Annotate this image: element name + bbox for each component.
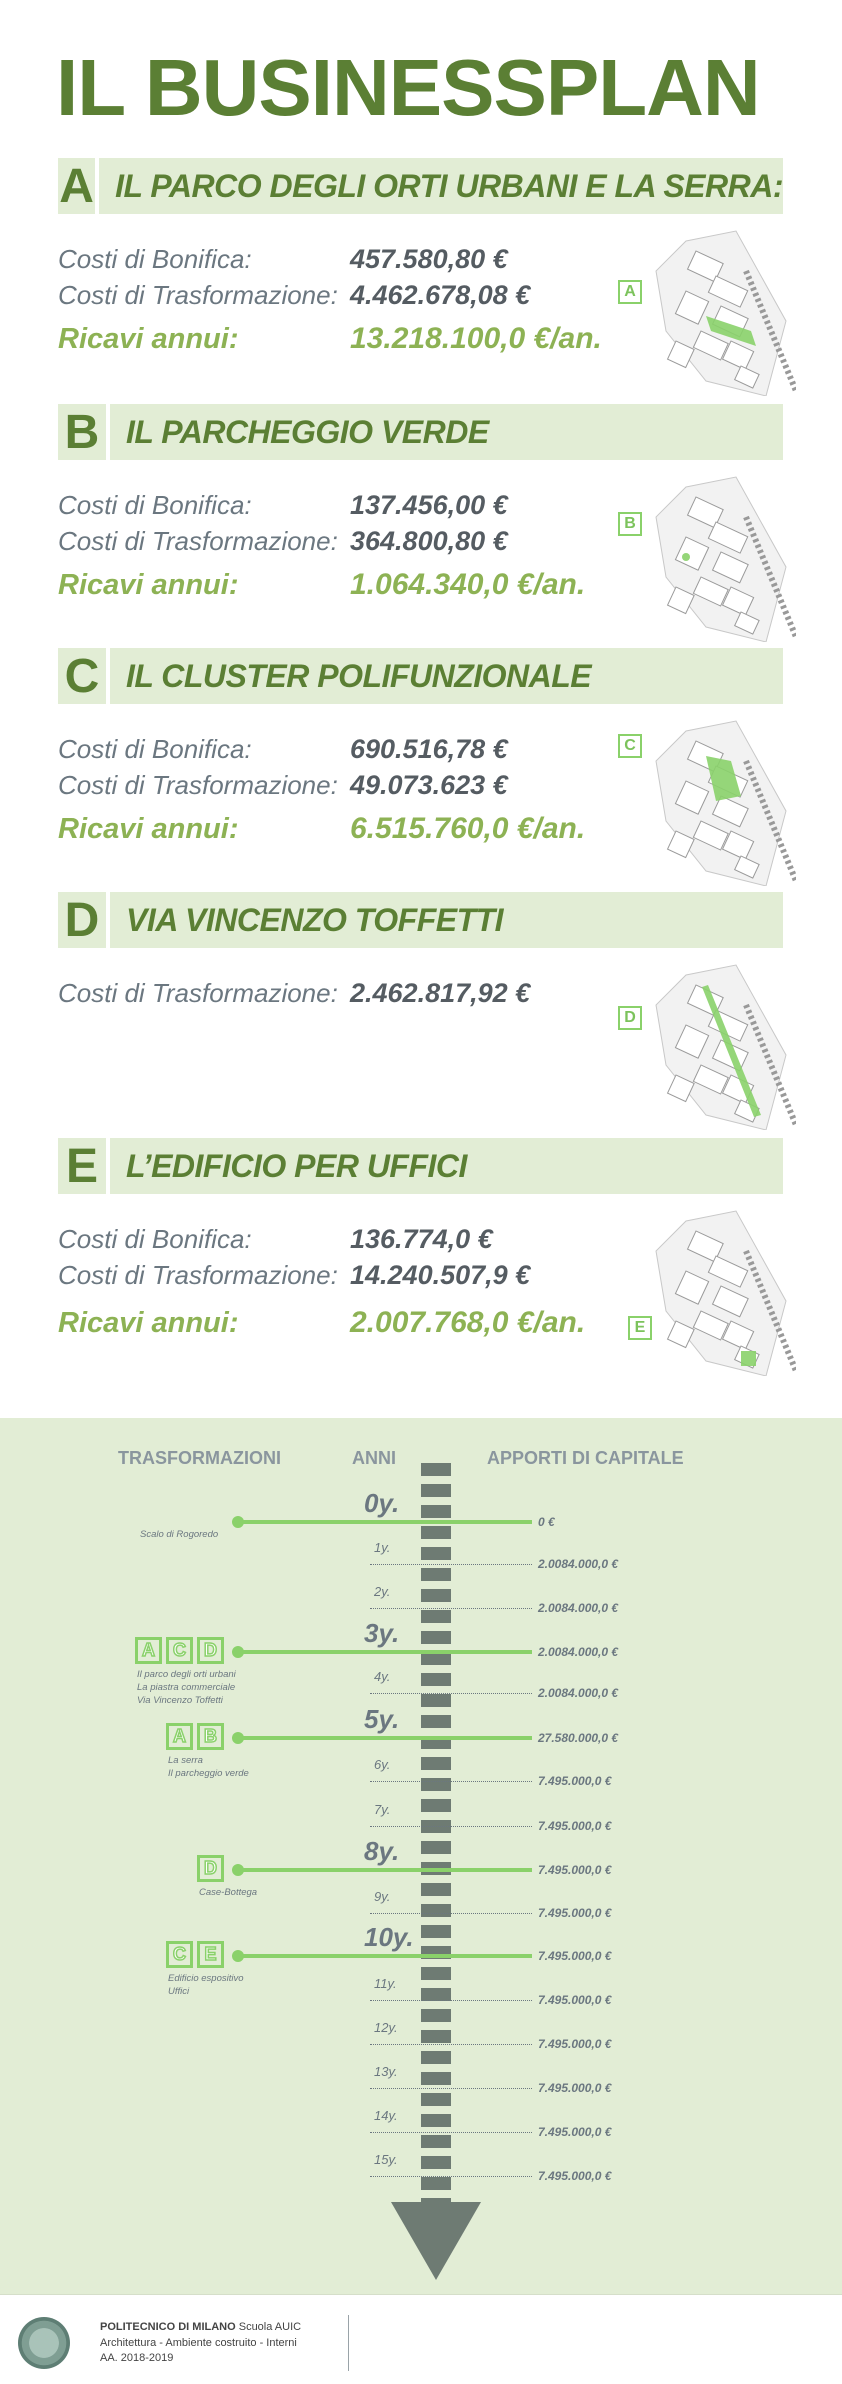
cost-row [58, 244, 618, 275]
timeline-year-label: 2y. [374, 1584, 391, 1599]
milestone-dot [232, 1516, 244, 1528]
section-banner [58, 892, 783, 948]
section-title: L’EDIFICIO PER UFFICI [126, 1147, 467, 1184]
site-map-tag: C [618, 734, 642, 758]
transformation-note: Edificio espositivo [168, 1973, 244, 1984]
capital-value: 7.495.000,0 € [538, 1774, 612, 1788]
capital-value: 7.495.000,0 € [538, 2125, 612, 2139]
timeline-year-label: 11y. [374, 1976, 397, 1991]
transformation-note: Case-Bottega [199, 1887, 258, 1898]
cost-row [58, 1260, 618, 1291]
capital-value: 7.495.000,0 € [538, 2037, 612, 2051]
milestone-dot [232, 1732, 244, 1744]
year-guide-line [370, 1564, 532, 1565]
section-letter: E [58, 1138, 110, 1194]
cost-label: Costi di Trasformazione: [58, 770, 338, 800]
cost-label: Costi di Trasformazione: [58, 280, 338, 310]
timeline-year-label: 3y. [364, 1618, 400, 1648]
section-title: IL CLUSTER POLIFUNZIONALE [126, 657, 592, 694]
timeline-year-label: 9y. [374, 1889, 391, 1904]
timeline-year-label: 0y. [364, 1488, 400, 1518]
site-map-tag: D [618, 1006, 642, 1030]
year-guide-line [370, 2088, 532, 2089]
cost-row [58, 978, 618, 1009]
transformation-note: Via Vincenzo Toffetti [137, 1695, 223, 1706]
site-map-thumbnail [626, 1206, 796, 1376]
footer-line-3: AA. 2018-2019 [100, 2352, 174, 2364]
milestone-line [236, 1520, 532, 1524]
cost-value: 364.800,80 € [350, 526, 508, 556]
cost-label: Costi di Bonifica: [58, 244, 252, 274]
site-map-tag: A [618, 280, 642, 304]
timeline-year-label: 8y. [364, 1836, 400, 1866]
timeline-spine [421, 1463, 451, 2223]
transformation-tag: D [197, 1855, 224, 1882]
revenue-value: 6.515.760,0 €/an. [350, 812, 586, 845]
site-map-thumbnail [626, 226, 796, 396]
cost-value: 137.456,00 € [350, 490, 508, 520]
timeline-year-label: 10y. [364, 1922, 414, 1952]
year-guide-line [370, 2132, 532, 2133]
capital-value: 2.0084.000,0 € [538, 1686, 619, 1700]
footer [0, 2294, 842, 2384]
revenue-row [58, 812, 618, 846]
section-banner [58, 158, 783, 214]
cost-row [58, 280, 618, 311]
timeline-header-years: ANNI [352, 1448, 396, 1468]
cost-value: 14.240.507,9 € [350, 1260, 531, 1290]
cost-value: 136.774,0 € [350, 1224, 493, 1254]
section-title: IL PARCO DEGLI ORTI URBANI E LA SERRA: [115, 167, 783, 204]
capital-value: 27.580.000,0 € [538, 1731, 619, 1745]
site-map-thumbnail [626, 960, 796, 1130]
transformation-note: La piastra commerciale [137, 1682, 236, 1693]
milestone-dot [232, 1950, 244, 1962]
timeline-year-label: 6y. [374, 1757, 391, 1772]
cost-value: 49.073.623 € [350, 770, 508, 800]
transformation-tag: A [135, 1637, 162, 1664]
cost-row [58, 770, 618, 801]
capital-value: 2.0084.000,0 € [538, 1645, 619, 1659]
transformation-note: La serra [168, 1755, 203, 1766]
year-guide-line [370, 2044, 532, 2045]
transformation-tag: B [197, 1723, 224, 1750]
footer-line-2: Architettura - Ambiente costruito - Interni [100, 2337, 297, 2349]
revenue-row [58, 322, 618, 356]
cost-row [58, 490, 618, 521]
capital-value: 7.495.000,0 € [538, 1906, 612, 1920]
section-title: VIA VINCENZO TOFFETTI [126, 901, 504, 938]
footer-line-1: POLITECNICO DI MILANO Scuola AUIC [100, 2321, 302, 2333]
site-map-thumbnail [626, 472, 796, 642]
transformation-tag: C [166, 1941, 193, 1968]
transformation-tag: C [166, 1637, 193, 1664]
revenue-value: 2.007.768,0 €/an. [350, 1306, 586, 1339]
revenue-label: Ricavi annui: [58, 1307, 239, 1339]
transformation-tag: A [166, 1723, 193, 1750]
section-letter: A [58, 158, 99, 214]
milestone-dot [232, 1864, 244, 1876]
cost-label: Costi di Bonifica: [58, 734, 252, 764]
transformation-note: Il parcheggio verde [168, 1768, 249, 1779]
timeline-year-label: 13y. [374, 2064, 398, 2079]
timeline-header-transformations: TRASFORMAZIONI [118, 1448, 281, 1468]
milestone-line [236, 1868, 532, 1872]
footer-divider [348, 2315, 349, 2371]
timeline-year-label: 4y. [374, 1669, 391, 1684]
year-guide-line [370, 1693, 532, 1694]
year-guide-line [370, 1608, 532, 1609]
year-guide-line [370, 1826, 532, 1827]
section-letter: B [58, 404, 110, 460]
page-title: IL BUSINESSPLAN [56, 43, 760, 132]
timeline-year-label: 5y. [364, 1704, 400, 1734]
cost-value: 690.516,78 € [350, 734, 508, 764]
revenue-row [58, 1306, 618, 1340]
year-guide-line [370, 2176, 532, 2177]
cost-value: 2.462.817,92 € [350, 978, 531, 1008]
transformation-note: Scalo di Rogoredo [140, 1529, 219, 1540]
timeline-header-capital: APPORTI DI CAPITALE [487, 1448, 684, 1468]
revenue-value: 1.064.340,0 €/an. [350, 568, 586, 601]
timeline-year-label: 15y. [374, 2152, 398, 2167]
transformation-tag: D [197, 1637, 224, 1664]
year-guide-line [370, 1913, 532, 1914]
revenue-label: Ricavi annui: [58, 323, 239, 355]
revenue-row [58, 568, 618, 602]
revenue-value: 13.218.100,0 €/an. [350, 322, 602, 355]
site-map-tag: B [618, 512, 642, 536]
transformation-tag: E [197, 1941, 224, 1968]
site-map-thumbnail [626, 716, 796, 886]
milestone-line [236, 1954, 532, 1958]
cost-label: Costi di Trasformazione: [58, 526, 338, 556]
capital-value: 7.495.000,0 € [538, 2169, 612, 2183]
year-guide-line [370, 2000, 532, 2001]
year-guide-line [370, 1781, 532, 1782]
capital-value: 7.495.000,0 € [538, 1819, 612, 1833]
capital-value: 7.495.000,0 € [538, 2081, 612, 2095]
section-title: IL PARCHEGGIO VERDE [126, 413, 489, 450]
cost-label: Costi di Bonifica: [58, 490, 252, 520]
capital-value: 2.0084.000,0 € [538, 1601, 619, 1615]
section-letter: C [58, 648, 110, 704]
cost-value: 4.462.678,08 € [350, 280, 531, 310]
section-letter: D [58, 892, 110, 948]
timeline-year-label: 14y. [374, 2108, 398, 2123]
capital-value: 7.495.000,0 € [538, 1863, 612, 1877]
capital-value: 7.495.000,0 € [538, 1993, 612, 2007]
revenue-label: Ricavi annui: [58, 813, 239, 845]
timeline-arrow-icon [391, 2202, 481, 2280]
site-map-tag: E [628, 1316, 652, 1340]
transformation-note: Il parco degli orti urbani [137, 1669, 236, 1680]
milestone-line [236, 1736, 532, 1740]
milestone-dot [232, 1646, 244, 1658]
cost-label: Costi di Trasformazione: [58, 1260, 338, 1290]
cost-label: Costi di Bonifica: [58, 1224, 252, 1254]
milestone-line [236, 1650, 532, 1654]
section-banner [58, 648, 783, 704]
timeline-year-label: 12y. [374, 2020, 398, 2035]
cost-row [58, 734, 618, 765]
cost-value: 457.580,80 € [350, 244, 508, 274]
revenue-label: Ricavi annui: [58, 569, 239, 601]
capital-value: 2.0084.000,0 € [538, 1557, 619, 1571]
section-banner [58, 404, 783, 460]
capital-value: 0 € [538, 1515, 555, 1529]
capital-value: 7.495.000,0 € [538, 1949, 612, 1963]
cost-row [58, 526, 618, 557]
timeline-year-label: 1y. [374, 1540, 391, 1555]
section-banner [58, 1138, 783, 1194]
cost-row [58, 1224, 618, 1255]
transformation-note: Uffici [168, 1986, 190, 1997]
timeline-panel [0, 1418, 842, 2294]
university-seal-icon [18, 2317, 70, 2369]
timeline-year-label: 7y. [374, 1802, 391, 1817]
cost-label: Costi di Trasformazione: [58, 978, 338, 1008]
